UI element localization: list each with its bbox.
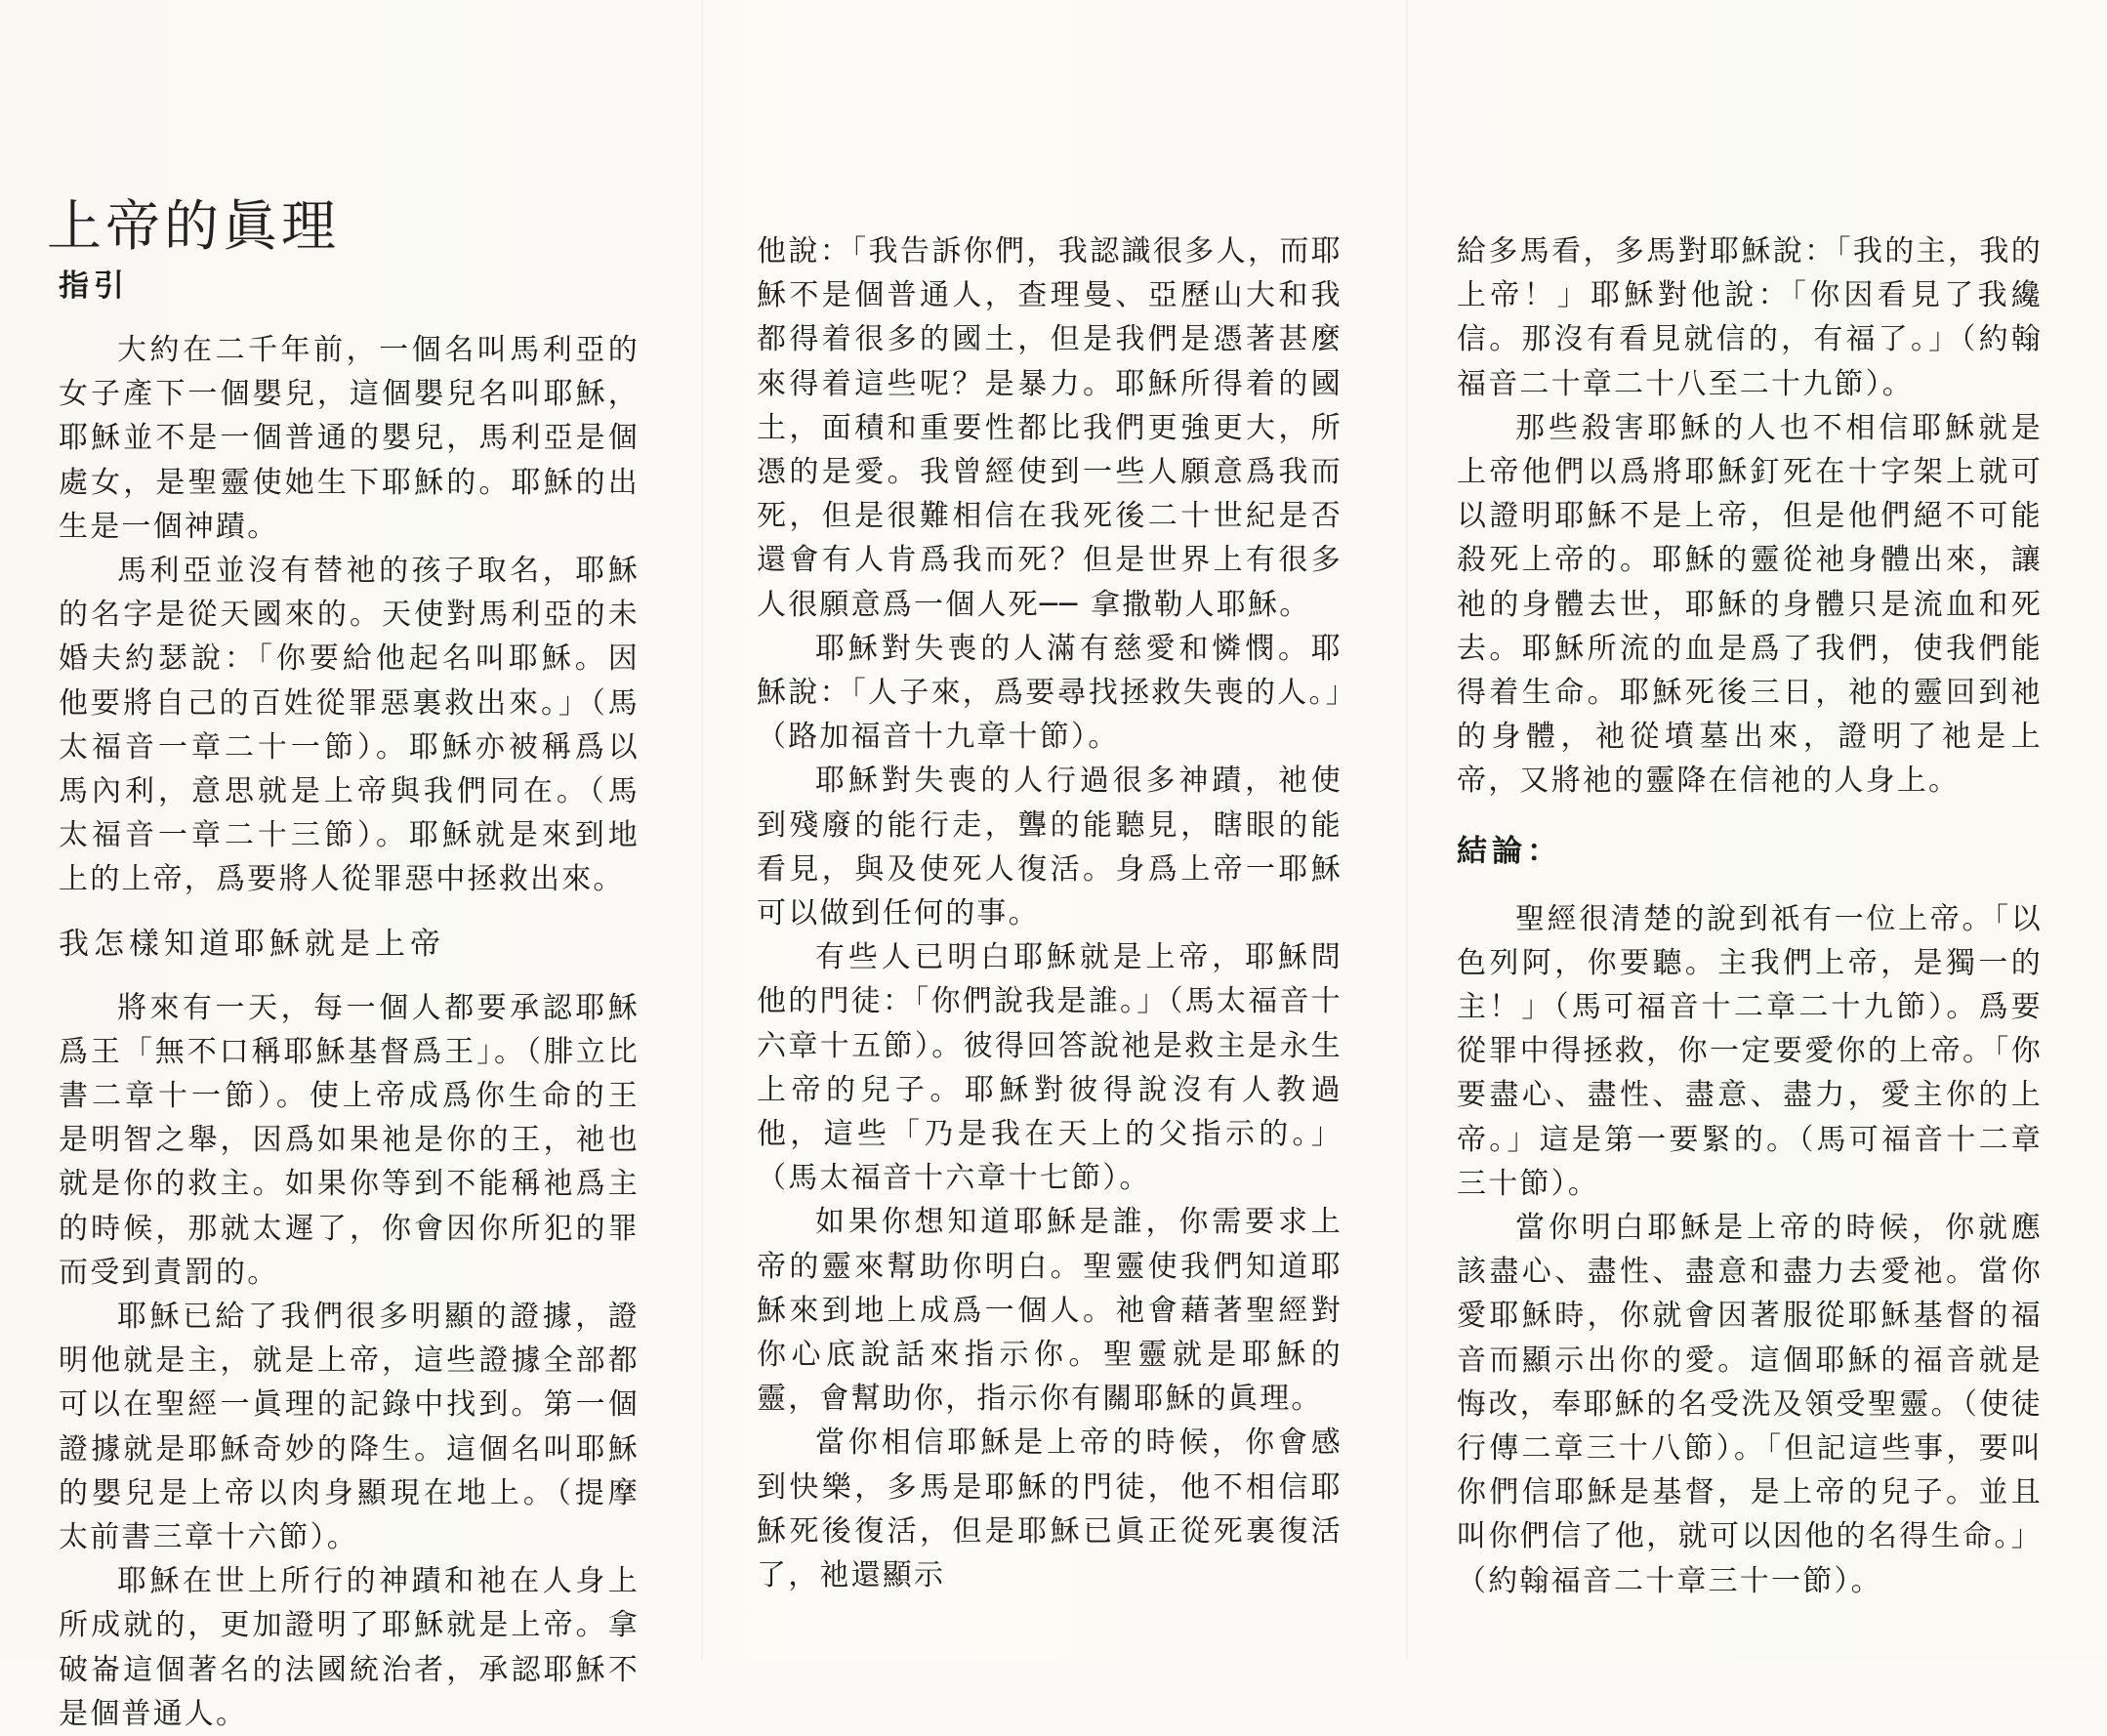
section-heading-guide: 指引 [59, 269, 129, 304]
paragraph: 聖經很清楚的說到祇有一位上帝。「以色列阿，你要聽。主我們上帝，是獨一的主！」（馬可福音十二章二十九節）。爲要從罪中得拯救，你一定要愛你的上帝。「你要盡心、盡性、盡意、盡力，愛主你的上帝。」這是第一要緊的。（馬可福音十二章三十節）。 [1457, 901, 2043, 1201]
page-title: 上帝的眞理 [47, 194, 340, 259]
paragraph: 他說：「我告訴你們，我認識很多人，而耶穌不是個普通人，查理曼、亞歷山大和我都得着很多的國土，但是我們是憑著甚麼來得着這些呢？是暴力。耶穌所得着的國土，面積和重要性都比我們更強更大，所憑的是愛。我曾經使到一些人願意爲我而死，但是很難相信在我死後二十世紀是否還會有人肯爲我而死？但是世界上有很多人很願意爲一個人死── 拿撒勒人耶穌。 [757, 234, 1343, 622]
paragraph: 耶穌對失喪的人滿有慈愛和憐憫。耶穌說：「人子來，爲要尋找拯救失喪的人。」（路加福音十九章十節）。 [757, 631, 1343, 755]
section-heading-conclusion: 結論： [1457, 833, 1562, 869]
paragraph: 當你明白耶穌是上帝的時候，你就應該盡心、盡性、盡意和盡力去愛祂。當你愛耶穌時，你就會因著服從耶穌基督的福音而顯示出你的愛。這個耶穌的福音就是悔改，奉耶穌的名受洗及領受聖靈。（使徒行傳二章三十八節）。「但記這些事，要叫你們信耶穌是基督，是上帝的兒子。並且叫你們信了他，就可以因他的名得生命。」（約翰福音二十章三十一節）。 [1457, 1211, 2043, 1598]
column-3 [1457, 229, 2043, 1603]
page-crease [1406, 0, 1408, 1660]
section-heading-know: 我怎樣知道耶穌就是上帝 [59, 926, 445, 962]
paragraph: 耶穌對失喪的人行過很多神蹟，祂使到殘廢的能行走，聾的能聽見，瞎眼的能看見，與及使死人復活。身爲上帝一耶穌可以做到任何的事。 [757, 764, 1343, 931]
column-1 [59, 262, 640, 1736]
paragraph: 如果你想知道耶穌是誰，你需要求上帝的靈來幫助你明白。聖靈使我們知道耶穌來到地上成爲一個人。祂會藉著聖經對你心底說話來指示你。聖靈就是耶穌的靈，會幫助你，指示你有關耶穌的眞理。 [757, 1205, 1343, 1417]
page-crease [701, 0, 703, 1660]
column-2 [757, 229, 1343, 1597]
paragraph: 耶穌已給了我們很多明顯的證據，證明他就是主，就是上帝，這些證據全部都可以在聖經一眞理的記錄中找到。第一個證據就是耶穌奇妙的降生。這個名叫耶穌的嬰兒是上帝以肉身顯現在地上。（提摩太前書三章十六節）。 [59, 1300, 640, 1555]
paragraph: 將來有一天，每一個人都要承認耶穌爲王「無不口稱耶穌基督爲王」。（腓立比書二章十一節）。使上帝成爲你生命的王是明智之舉，因爲如果祂是你的王，祂也就是你的救主。如果你等到不能稱祂爲主的時候，那就太遲了，你會因你所犯的罪而受到責罰的。 [59, 990, 640, 1290]
paragraph: 當你相信耶穌是上帝的時候，你會感到快樂，多馬是耶穌的門徒，他不相信耶穌死後復活，但是耶穌已眞正從死裏復活了，祂還顯示 [757, 1426, 1343, 1593]
paragraph: 大約在二千年前，一個名叫馬利亞的女子產下一個嬰兒，這個嬰兒名叫耶穌，耶穌並不是一個普通的嬰兒，馬利亞是個處女，是聖靈使她生下耶穌的。耶穌的出生是一個神蹟。 [59, 333, 640, 544]
paragraph: 馬利亞並沒有替祂的孩子取名，耶穌的名字是從天國來的。天使對馬利亞的未婚夫約瑟說：「你要給他起名叫耶穌。因他要將自己的百姓從罪惡裏救出來。」（馬太福音一章二十一節）。耶穌亦被稱爲以馬內利，意思就是上帝與我們同在。（馬太福音一章二十三節）。耶穌就是來到地上的上帝，爲要將人從罪惡中拯救出來。 [59, 554, 640, 897]
paragraph: 那些殺害耶穌的人也不相信耶穌就是上帝他們以爲將耶穌釘死在十字架上就可以證明耶穌不是上帝，但是他們絕不可能殺死上帝的。耶穌的靈從祂身體出來，讓祂的身體去世，耶穌的身體只是流血和死去。耶穌所流的血是爲了我們，使我們能得着生命。耶穌死後三日，祂的靈回到祂的身體，祂從墳墓出來，證明了祂是上帝，又將祂的靈降在信祂的人身上。 [1457, 410, 2043, 799]
paragraph: 給多馬看，多馬對耶穌說：「我的主，我的上帝！」耶穌對他說：「你因看見了我纔信。那沒有看見就信的，有福了。」（約翰福音二十章二十八至二十九節）。 [1457, 234, 2043, 401]
paragraph: 耶穌在世上所行的神蹟和祂在人身上所成就的，更加證明了耶穌就是上帝。拿破崙這個著名的法國統治者，承認耶穌不是個普通人。 [59, 1564, 640, 1731]
paragraph: 有些人已明白耶穌就是上帝，耶穌問他的門徒：「你們說我是誰。」（馬太福音十六章十五節）。彼得回答說祂是救主是永生上帝的兒子。耶穌對彼得說沒有人教過他，這些「乃是我在天上的父指示的。」（馬太福音十六章十七節）。 [757, 940, 1343, 1196]
